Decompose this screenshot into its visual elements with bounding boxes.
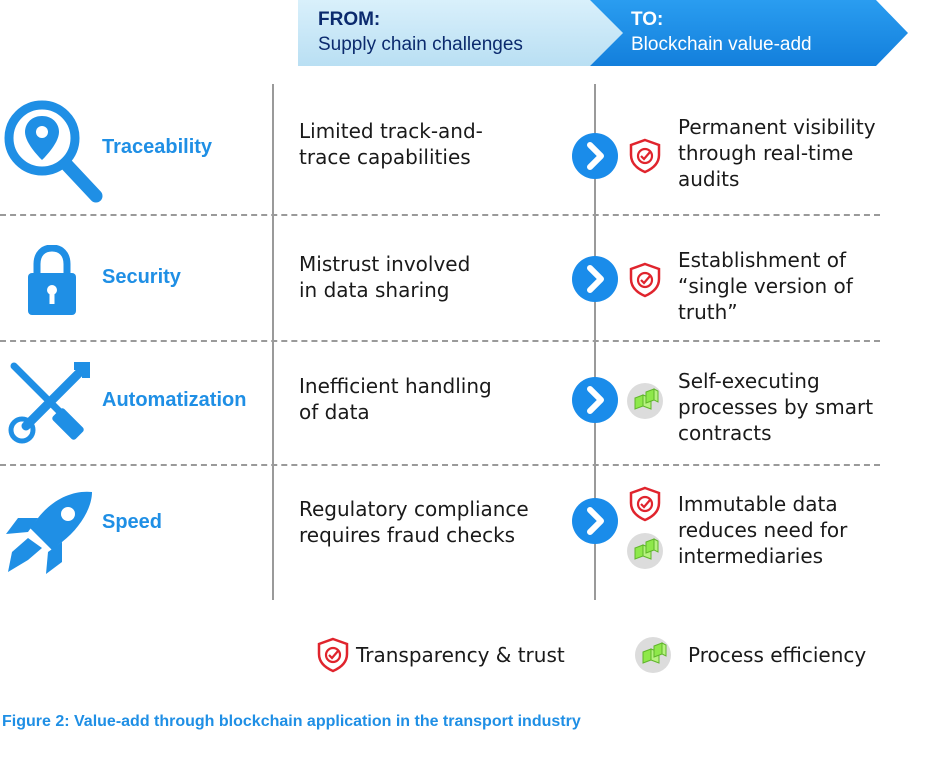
legend-label-transparency: Transparency & trust	[356, 643, 565, 667]
row-divider-3	[0, 464, 880, 466]
category-label-security: Security	[102, 266, 181, 288]
legend-label-efficiency: Process efficiency	[688, 643, 867, 667]
shield-check-icon	[628, 486, 662, 527]
wrench-screwdriver-icon	[4, 356, 96, 453]
shield-check-icon	[628, 262, 662, 303]
legend-cubes-icon	[634, 636, 672, 679]
column-divider-left	[272, 84, 274, 600]
rocket-icon	[2, 488, 98, 583]
to-title: TO:	[631, 9, 664, 30]
category-label-traceability: Traceability	[102, 136, 213, 158]
from-title: FROM:	[318, 9, 381, 30]
legend-shield-check-icon	[316, 637, 350, 678]
cubes-icon	[626, 532, 664, 575]
magnifier-pin-icon	[0, 96, 104, 211]
category-label-speed: Speed	[102, 511, 163, 533]
cubes-icon	[626, 382, 664, 425]
challenge-text-speed: Regulatory compliance requires fraud checks	[299, 497, 529, 547]
row-divider-1	[0, 214, 880, 216]
value-add-text-speed: Immutable data reduces need for intermediaries	[678, 492, 848, 568]
figure-caption: Figure 2: Value-add through blockchain application in the transport industry	[2, 713, 581, 730]
header-arrows	[298, 0, 908, 66]
challenge-text-security: Mistrust involved in data sharing	[299, 252, 471, 302]
value-add-text-security: Establishment of “single version of truth”	[678, 248, 853, 324]
category-label-automatization: Automatization	[102, 389, 247, 411]
shield-check-icon	[628, 138, 662, 179]
header-banner	[298, 0, 908, 66]
chevron-right-icon	[572, 377, 618, 423]
chevron-right-icon	[572, 256, 618, 302]
from-subtitle: Supply chain challenges	[318, 34, 523, 55]
challenge-text-traceability: Limited track-and- trace capabilities	[299, 119, 483, 169]
padlock-icon	[26, 245, 78, 322]
value-add-text-traceability: Permanent visibility through real-time audits	[678, 115, 876, 191]
to-subtitle: Blockchain value-add	[631, 34, 812, 55]
chevron-right-icon	[572, 498, 618, 544]
chevron-right-icon	[572, 133, 618, 179]
challenge-text-automatization: Inefficient handling of data	[299, 374, 492, 424]
row-divider-2	[0, 340, 880, 342]
value-add-text-automatization: Self-executing processes by smart contracts	[678, 369, 874, 445]
